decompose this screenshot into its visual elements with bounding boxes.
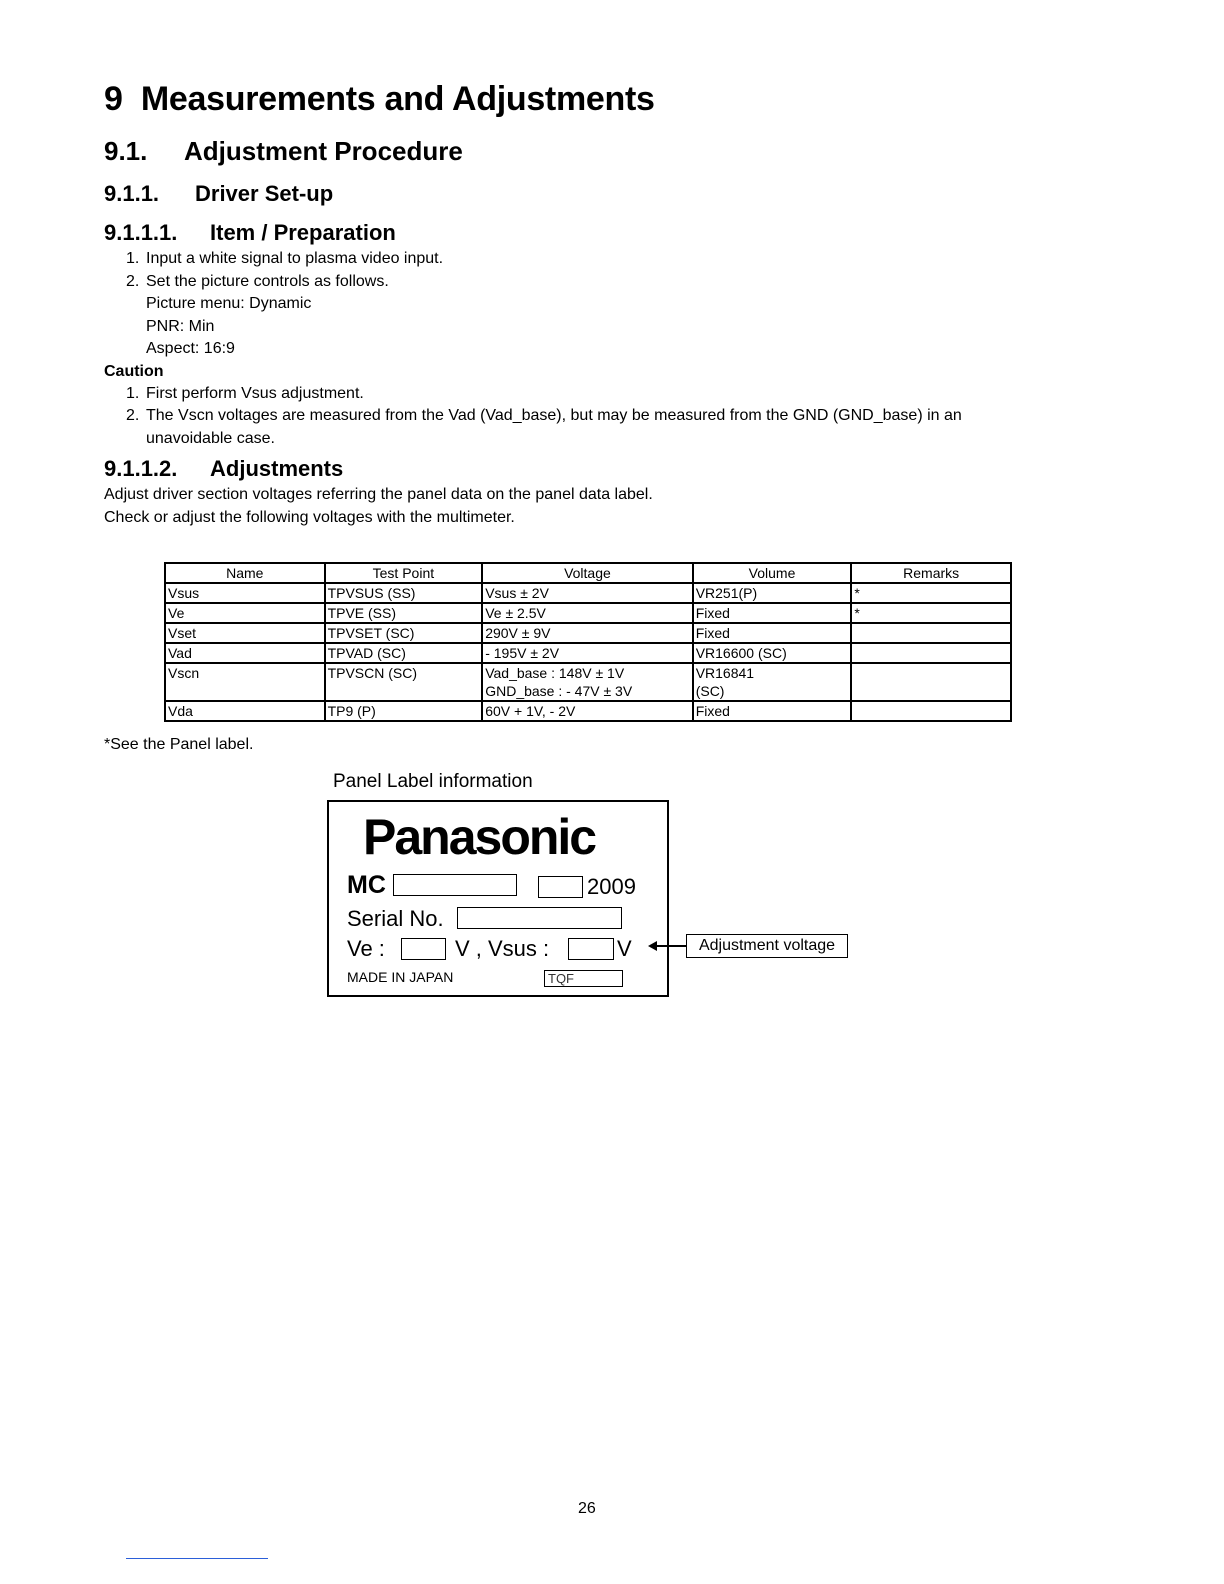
adjustment-voltage-callout: Adjustment voltage [686, 934, 848, 958]
cell-voltage: 60V + 1V, - 2V [482, 701, 692, 721]
cell-volume: Fixed [693, 701, 852, 721]
chapter-heading [104, 80, 655, 119]
vsus-unit: V [617, 936, 632, 961]
panel-label-caption: Panel Label information [333, 771, 533, 792]
mc-field [393, 874, 517, 896]
caution-item: 2. The Vscn voltages are measured from the Vad (Vad_base), but may be measured from the GND (GND_base) in an [126, 407, 962, 424]
adjustments-paragraph: Adjust driver section voltages referring the panel data on the panel data label. [104, 486, 653, 503]
cell-remarks [851, 663, 1011, 701]
cell-remarks [851, 701, 1011, 721]
item-prep-content [104, 248, 1024, 450]
table-row [165, 663, 1011, 701]
adjustments-title: Adjustments [210, 456, 344, 481]
adjustments-number: 9.1.1.2. [104, 456, 178, 481]
cell-name: Vsus [165, 583, 325, 603]
adjustments-paragraph: Check or adjust the following voltages with the multimeter. [104, 509, 515, 526]
cell-name: Vda [165, 701, 325, 721]
table-header-row [165, 563, 1011, 583]
cell-volume [693, 663, 852, 701]
cell-volume: Fixed [693, 623, 852, 643]
cell-remarks: * [851, 603, 1011, 623]
cell-remarks [851, 643, 1011, 663]
table-row [165, 623, 1011, 643]
caution-item: 1. First perform Vsus adjustment. [126, 384, 364, 402]
cell-voltage [482, 663, 692, 701]
cell-test-point: TPVSCN (SC) [325, 663, 483, 701]
panel-label [327, 800, 669, 997]
cell-test-point: TP9 (P) [325, 701, 483, 721]
mc-label: MC [347, 871, 386, 899]
caution-item-continued: unavoidable case. [146, 429, 275, 447]
header-test-point: Test Point [325, 563, 483, 583]
picture-setting: Aspect: 16:9 [146, 340, 235, 357]
year-label: 2009 [587, 874, 636, 899]
table-row [165, 643, 1011, 663]
page-number: 26 [578, 1500, 596, 1517]
year-prefix-field [538, 876, 583, 898]
voltage-table [164, 562, 1012, 722]
section-number: 9.1. [104, 136, 148, 166]
cell-voltage: - 195V ± 2V [482, 643, 692, 663]
volume-line: (SC) [695, 683, 725, 699]
item-prep-title: Item / Preparation [210, 220, 396, 245]
section-title: Adjustment Procedure [184, 136, 463, 166]
volume-line: VR16841 [695, 665, 755, 681]
table-row [165, 701, 1011, 721]
subsection-title: Driver Set-up [195, 181, 334, 206]
subsection-number: 9.1.1. [104, 181, 160, 206]
footer-rule [126, 1558, 268, 1559]
made-in-label: MADE IN JAPAN [347, 969, 454, 985]
ve-label: Ve : [347, 936, 385, 961]
footnote: *See the Panel label. [104, 736, 254, 753]
cell-voltage: Ve ± 2.5V [482, 603, 692, 623]
table-row [165, 583, 1011, 603]
item-prep-heading [104, 220, 396, 246]
vsus-label: V , Vsus : [455, 936, 550, 961]
cell-name: Vad [165, 643, 325, 663]
panasonic-logo: Panasonic [363, 809, 596, 865]
cell-volume: VR251(P) [693, 583, 852, 603]
serial-label: Serial No. [347, 906, 444, 931]
header-remarks: Remarks [851, 563, 1011, 583]
header-volume: Volume [693, 563, 852, 583]
prep-steps [104, 248, 1024, 293]
cell-voltage: 290V ± 9V [482, 623, 692, 643]
cell-test-point: TPVSET (SC) [325, 623, 483, 643]
voltage-line: Vad_base : 148V ± 1V [485, 665, 625, 681]
vsus-field [568, 938, 614, 960]
adjustments-heading [104, 456, 343, 482]
picture-setting: Picture menu: Dynamic [146, 295, 312, 312]
subsection-heading [104, 181, 333, 207]
serial-field [457, 907, 622, 929]
header-name: Name [165, 563, 325, 583]
header-voltage: Voltage [482, 563, 692, 583]
section-heading [104, 136, 463, 167]
voltage-line: GND_base : - 47V ± 3V [485, 683, 633, 699]
table-row [165, 603, 1011, 623]
cell-remarks [851, 623, 1011, 643]
chapter-number: 9 [104, 80, 123, 118]
ve-field [401, 938, 446, 960]
cell-test-point: TPVAD (SC) [325, 643, 483, 663]
item-prep-number: 9.1.1.1. [104, 220, 178, 245]
cell-test-point: TPVSUS (SS) [325, 583, 483, 603]
chapter-title: Measurements and Adjustments [140, 80, 655, 118]
cell-name: Vscn [165, 663, 325, 701]
cell-test-point: TPVE (SS) [325, 603, 483, 623]
prep-step: 1. Input a white signal to plasma video input. [126, 250, 444, 267]
cell-remarks: * [851, 583, 1011, 603]
cell-voltage: Vsus ± 2V [482, 583, 692, 603]
caution-title: Caution [104, 362, 164, 380]
tqf-field: TQF [544, 970, 623, 987]
picture-setting: PNR: Min [146, 317, 215, 335]
cell-volume: VR16600 (SC) [693, 643, 852, 663]
prep-step: 2. Set the picture controls as follows. [126, 272, 389, 290]
cell-volume: Fixed [693, 603, 852, 623]
cell-name: Vset [165, 623, 325, 643]
arrow-line [656, 945, 686, 947]
cell-name: Ve [165, 603, 325, 623]
caution-steps [104, 383, 1024, 428]
